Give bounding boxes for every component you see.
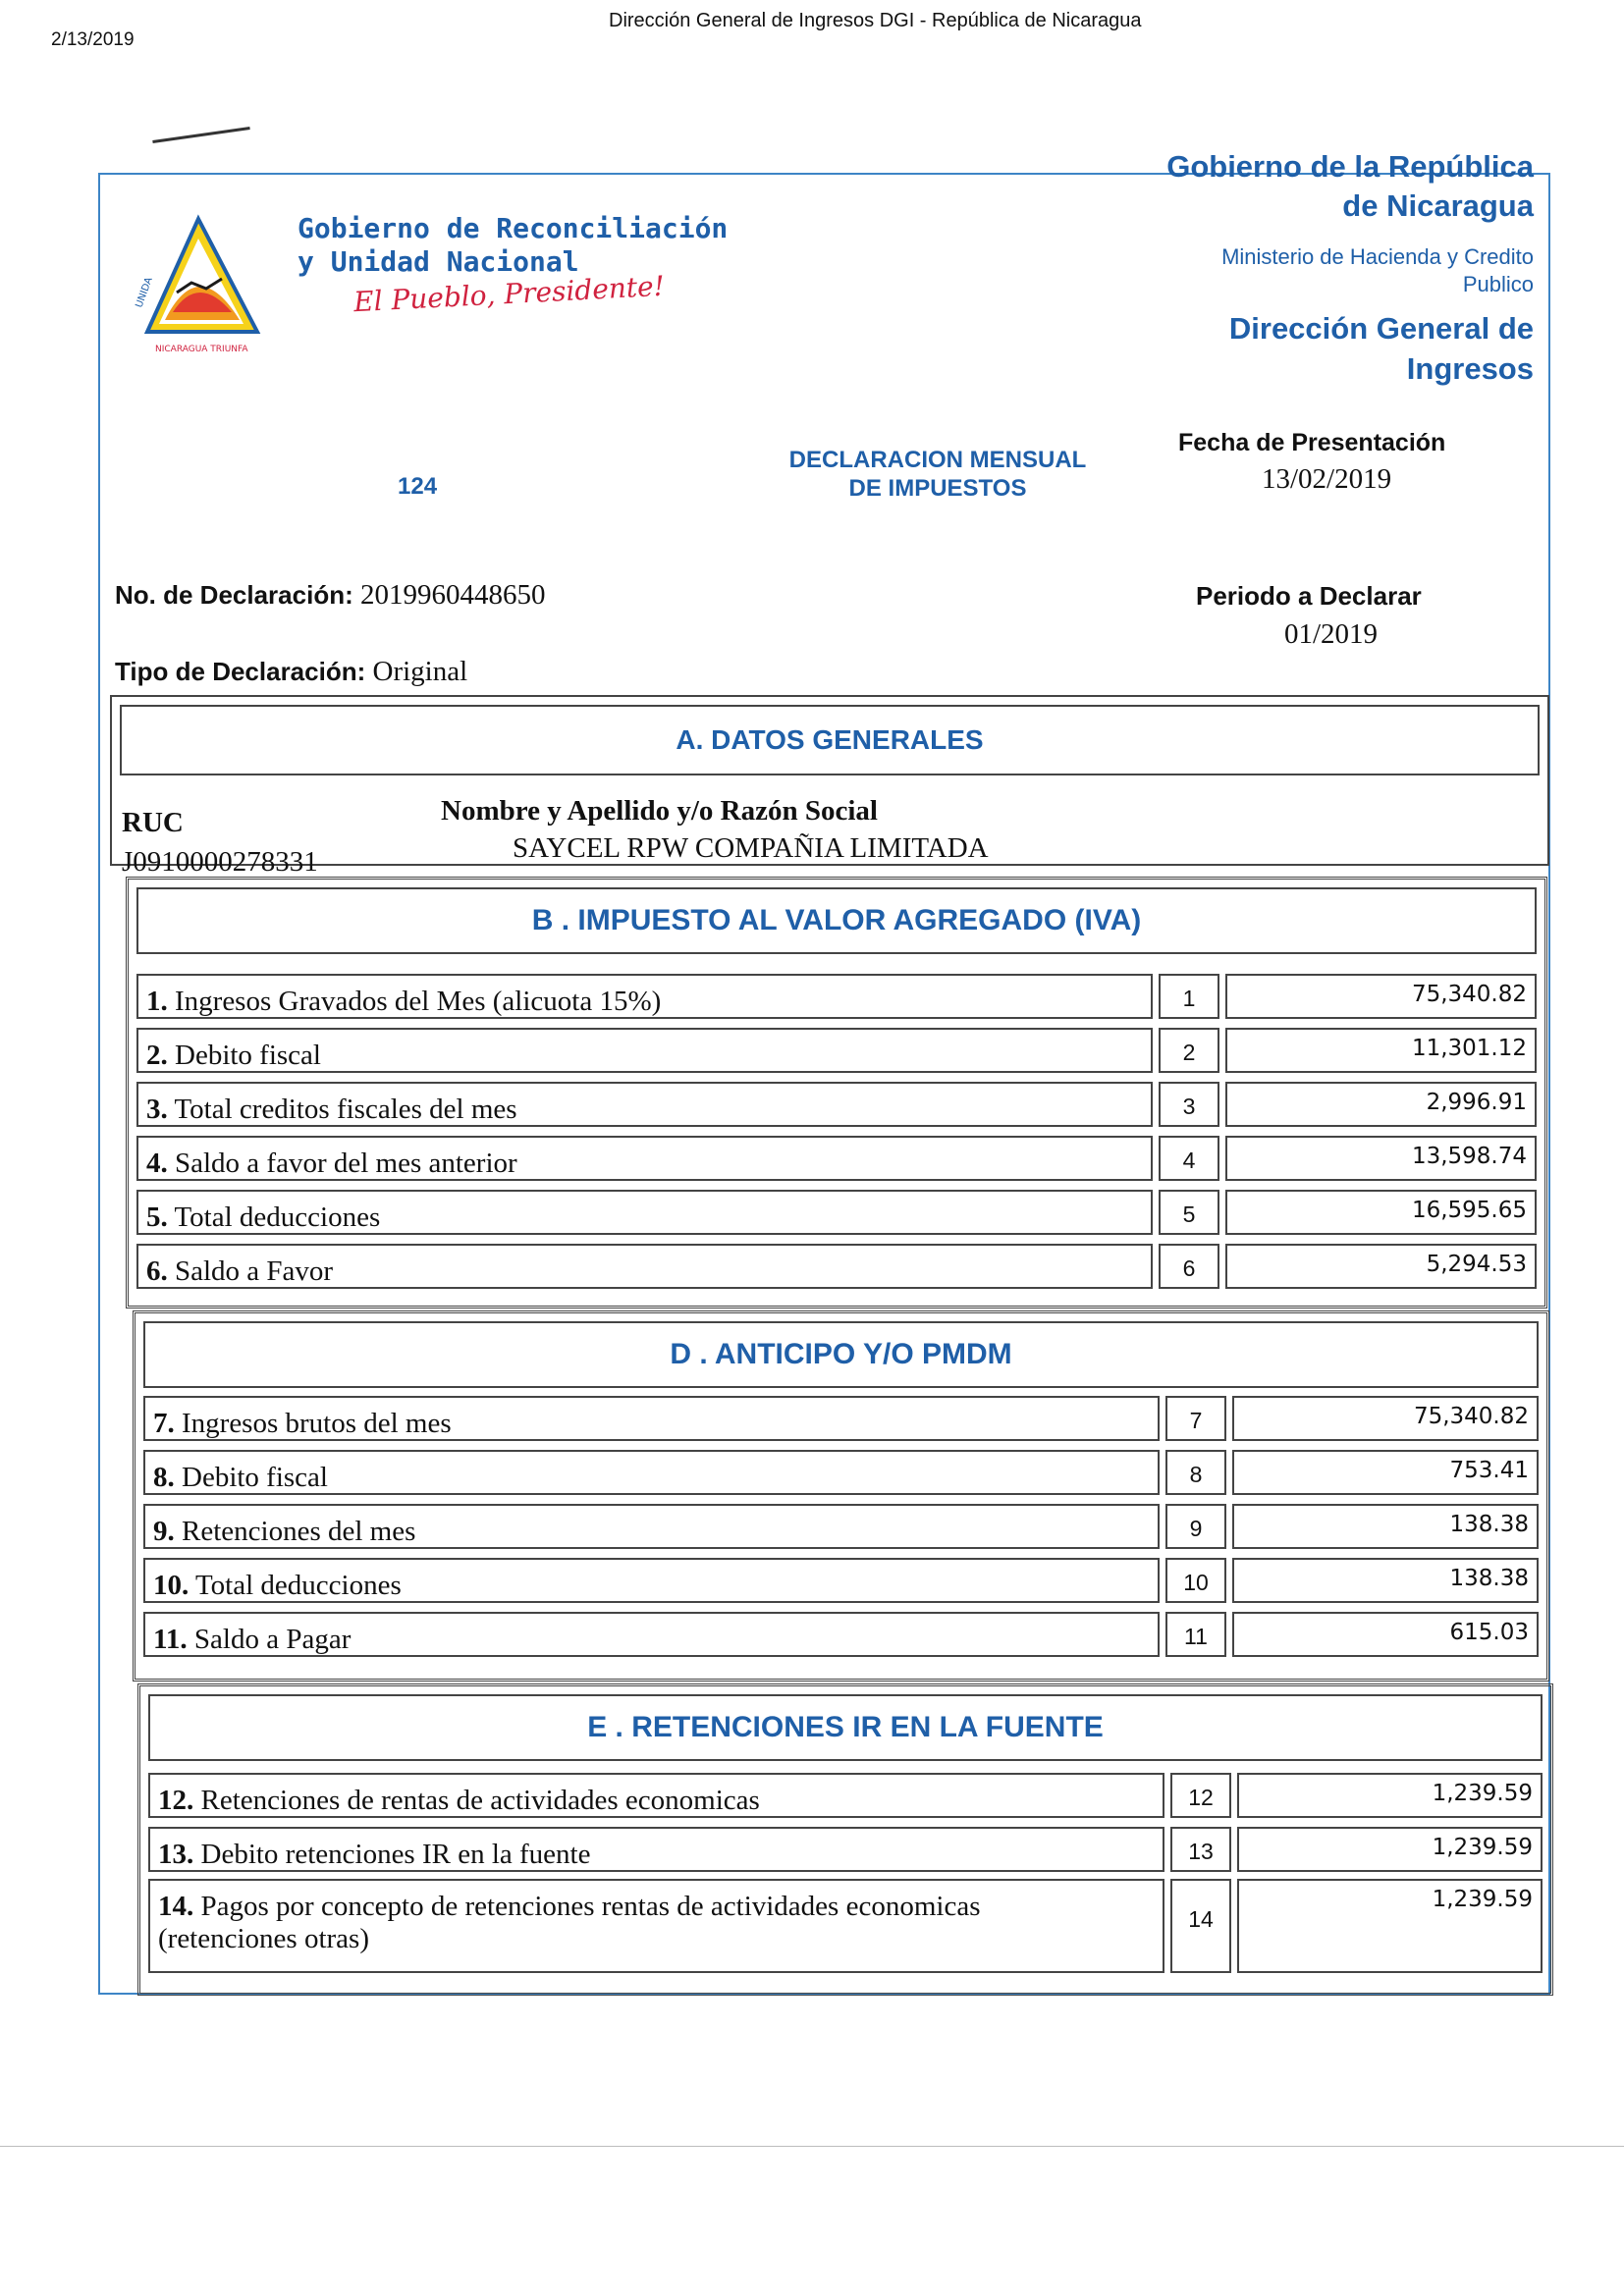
line-item-code: 12 — [1170, 1773, 1231, 1818]
line-item-text: Saldo a Pagar — [193, 1624, 352, 1655]
line-item-label — [143, 1612, 1160, 1657]
line-item-label — [136, 974, 1153, 1019]
line-item-number: 8. — [153, 1462, 175, 1493]
line-item-text: Pagos por concepto de retenciones rentas de actividades economicas — [200, 1891, 981, 1922]
line-item-text: Debito retenciones IR en la fuente — [200, 1839, 591, 1870]
line-item-text: Total deducciones — [174, 1201, 381, 1233]
tipo-declaracion-label: Tipo de Declaración: — [115, 657, 366, 686]
fecha-presentacion-label: Fecha de Presentación — [1178, 429, 1446, 456]
line-item-code: 1 — [1159, 974, 1219, 1019]
razon-social-label: Nombre y Apellido y/o Razón Social — [441, 795, 878, 827]
line-item-number: 1. — [146, 986, 168, 1017]
line-item-text: Ingresos brutos del mes — [182, 1408, 452, 1439]
section-b-title: B . IMPUESTO AL VALOR AGREGADO (IVA) — [136, 887, 1537, 954]
line-item-text-continued: (retenciones otras) — [158, 1923, 369, 1954]
line-item-label — [148, 1879, 1164, 1973]
no-declaracion — [115, 579, 545, 612]
line-item-number: 9. — [153, 1516, 175, 1547]
tipo-declaracion-value: Original — [372, 656, 468, 687]
line-item-number: 7. — [153, 1408, 175, 1439]
periodo-value: 01/2019 — [1284, 618, 1379, 650]
line-item-row — [143, 1504, 1539, 1549]
line-item-value: 615.03 — [1232, 1612, 1539, 1657]
line-item-row — [136, 1190, 1537, 1235]
line-item-code: 5 — [1159, 1190, 1219, 1235]
line-item-label — [148, 1773, 1164, 1818]
line-item-row — [143, 1450, 1539, 1495]
line-item-row — [143, 1612, 1539, 1657]
section-d-title: D . ANTICIPO Y/O PMDM — [143, 1321, 1539, 1388]
line-item-value: 5,294.53 — [1225, 1244, 1537, 1289]
line-item-value: 16,595.65 — [1225, 1190, 1537, 1235]
line-item-code: 9 — [1165, 1504, 1226, 1549]
line-item-row — [143, 1558, 1539, 1603]
line-item-number: 11. — [153, 1624, 188, 1655]
line-item-text: Saldo a Favor — [175, 1255, 334, 1287]
section-e-retenciones — [137, 1683, 1553, 1996]
line-item-label — [148, 1827, 1164, 1872]
logo-nicaragua-text: NICARAGUA TRIUNFA — [155, 345, 248, 354]
ruc-label: RUC — [122, 807, 184, 838]
line-item-code: 8 — [1165, 1450, 1226, 1495]
section-a-datos-generales — [110, 695, 1549, 878]
line-item-text: Debito fiscal — [182, 1462, 328, 1493]
line-item-number: 2. — [146, 1040, 168, 1071]
line-item-label — [143, 1450, 1160, 1495]
line-item-value: 1,239.59 — [1237, 1827, 1543, 1872]
line-item-value: 75,340.82 — [1232, 1396, 1539, 1441]
line-item-row — [136, 1244, 1537, 1289]
gov-republic-line1: Gobierno de la República — [1166, 149, 1534, 184]
line-item-value: 11,301.12 — [1225, 1028, 1537, 1073]
declaration-title-line2: DE IMPUESTOS — [848, 475, 1027, 502]
line-item-row — [136, 1028, 1537, 1073]
line-item-label — [136, 1136, 1153, 1181]
line-item-code: 10 — [1165, 1558, 1226, 1603]
line-item-code: 2 — [1159, 1028, 1219, 1073]
line-item-number: 12. — [158, 1785, 194, 1816]
periodo-label: Periodo a Declarar — [1196, 581, 1422, 611]
print-date: 2/13/2019 — [51, 29, 135, 50]
line-item-text: Total creditos fiscales del mes — [174, 1094, 517, 1125]
line-item-label — [136, 1028, 1153, 1073]
line-item-row — [136, 1136, 1537, 1181]
form-number: 124 — [398, 473, 438, 500]
line-item-row — [148, 1773, 1543, 1818]
line-item-number: 4. — [146, 1148, 168, 1179]
line-item-value: 2,996.91 — [1225, 1082, 1537, 1127]
line-item-value: 75,340.82 — [1225, 974, 1537, 1019]
slogan: El Pueblo, Presidente! — [352, 269, 666, 319]
gov-left-line1: Gobierno de Reconciliación — [298, 212, 729, 244]
line-item-label — [136, 1244, 1153, 1289]
line-item-row — [148, 1879, 1543, 1973]
right-header — [1166, 147, 1534, 389]
dgi-line2: Ingresos — [1406, 351, 1534, 386]
line-item-row — [136, 974, 1537, 1019]
line-item-row — [143, 1396, 1539, 1441]
line-item-code: 11 — [1165, 1612, 1226, 1657]
fecha-presentacion-value: 13/02/2019 — [1262, 463, 1392, 495]
line-item-value: 138.38 — [1232, 1504, 1539, 1549]
line-item-row — [148, 1827, 1543, 1872]
line-item-value: 13,598.74 — [1225, 1136, 1537, 1181]
gov-republic-line2: de Nicaragua — [1342, 188, 1534, 223]
no-declaracion-value: 2019960448650 — [359, 579, 546, 611]
line-item-text: Saldo a favor del mes anterior — [175, 1148, 517, 1179]
section-d-anticipo — [133, 1310, 1549, 1682]
line-item-label — [136, 1190, 1153, 1235]
line-item-text: Ingresos Gravados del Mes (alicuota 15%) — [175, 986, 662, 1017]
section-b-iva — [126, 877, 1547, 1308]
line-item-code: 4 — [1159, 1136, 1219, 1181]
line-item-label — [143, 1396, 1160, 1441]
line-item-text: Total deducciones — [194, 1570, 402, 1601]
line-item-number: 10. — [153, 1570, 189, 1601]
gov-left-line2: y Unidad Nacional — [298, 245, 579, 278]
line-item-number: 3. — [146, 1094, 168, 1125]
declaration-title-line1: DECLARACION MENSUAL — [788, 447, 1087, 473]
ministry-line1: Ministerio de Hacienda y Credito — [1221, 244, 1534, 269]
line-item-label — [143, 1558, 1160, 1603]
line-item-text: Retenciones del mes — [182, 1516, 416, 1547]
section-a-title: A. DATOS GENERALES — [120, 705, 1540, 775]
line-item-text: Retenciones de rentas de actividades economicas — [200, 1785, 760, 1816]
page-bottom-rule — [0, 2146, 1624, 2147]
line-item-code: 14 — [1170, 1879, 1231, 1973]
line-item-row — [136, 1082, 1537, 1127]
ministry-line2: Publico — [1462, 272, 1534, 296]
government-logo — [134, 214, 275, 361]
section-e-title: E . RETENCIONES IR EN LA FUENTE — [148, 1694, 1543, 1761]
line-item-value: 1,239.59 — [1237, 1773, 1543, 1818]
line-item-code: 6 — [1159, 1244, 1219, 1289]
line-item-number: 5. — [146, 1201, 168, 1233]
line-item-code: 7 — [1165, 1396, 1226, 1441]
declaration-title — [751, 446, 1124, 503]
tipo-declaracion — [115, 656, 467, 688]
print-header-title: Dirección General de Ingresos DGI - República de Nicaragua — [609, 10, 1142, 31]
line-item-text: Debito fiscal — [175, 1040, 321, 1071]
razon-social-value: SAYCEL RPW COMPAÑIA LIMITADA — [513, 832, 989, 864]
line-item-label — [136, 1082, 1153, 1127]
line-item-value: 753.41 — [1232, 1450, 1539, 1495]
line-item-label — [143, 1504, 1160, 1549]
line-item-number: 14. — [158, 1891, 194, 1922]
line-item-value: 1,239.59 — [1237, 1879, 1543, 1973]
line-item-number: 6. — [146, 1255, 168, 1287]
line-item-code: 3 — [1159, 1082, 1219, 1127]
scan-pen-mark — [152, 127, 249, 143]
logo-unida-text: UNIDA — [134, 276, 155, 310]
no-declaracion-label: No. de Declaración: — [115, 580, 353, 610]
ruc-value: J0910000278331 — [122, 846, 318, 878]
line-item-value: 138.38 — [1232, 1558, 1539, 1603]
line-item-number: 13. — [158, 1839, 194, 1870]
line-item-code: 13 — [1170, 1827, 1231, 1872]
dgi-line1: Dirección General de — [1228, 311, 1534, 346]
